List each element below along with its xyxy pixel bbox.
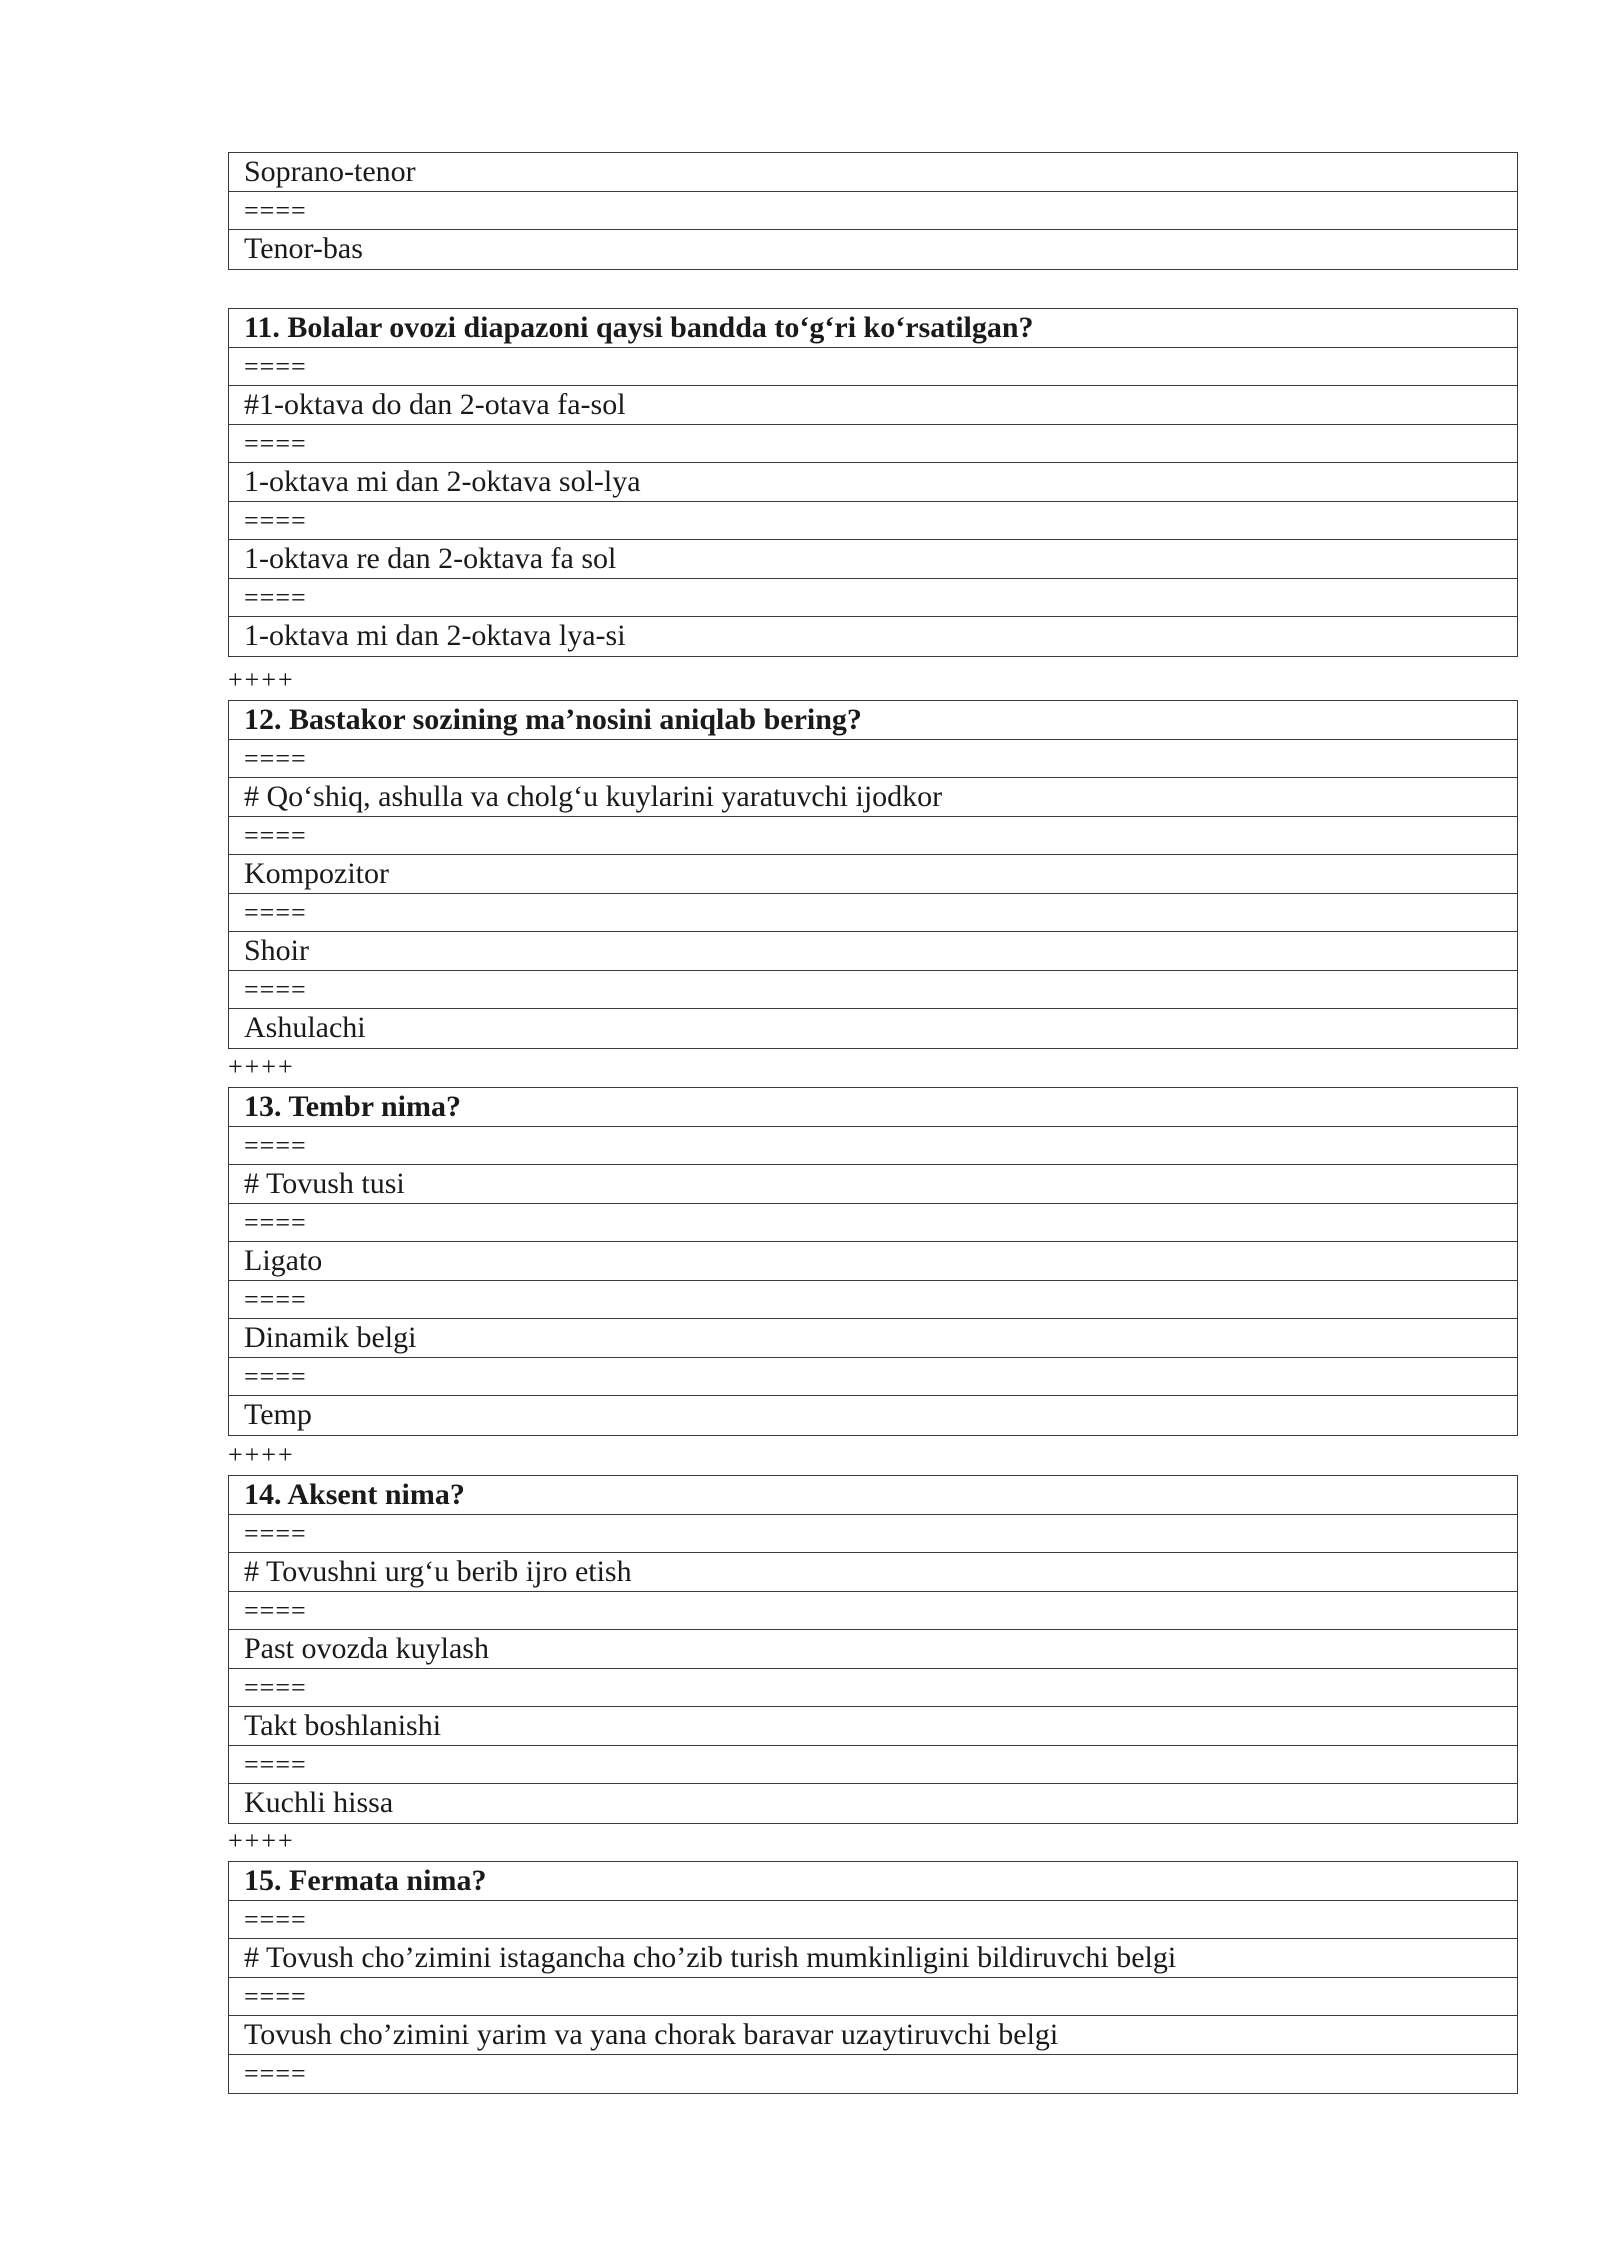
answer-option: Temp	[244, 1398, 312, 1431]
answer-option: 1-oktava mi dan 2-oktava lya-si	[244, 619, 626, 652]
separator-row: ====	[229, 579, 1517, 618]
question-title: 15. Fermata nima?	[229, 1862, 1517, 1901]
separator-row: ====	[229, 1358, 1517, 1397]
answer-option: Tenor-bas	[244, 232, 363, 265]
question-separator: ++++	[228, 1052, 295, 1081]
question-separator: ++++	[228, 1440, 295, 1469]
answer-option: Takt boshlanishi	[229, 1707, 1517, 1746]
separator-row: ====	[244, 2058, 307, 2088]
answer-option-correct: # Tovush cho’zimini istagancha cho’zib turish mumkinligini bildiruvchi belgi	[229, 1939, 1517, 1978]
separator-row: ====	[229, 1127, 1517, 1166]
answer-option: Kuchli hissa	[244, 1786, 394, 1819]
question-title: 12. Bastakor sozining ma’nosini aniqlab bering?	[229, 701, 1517, 740]
separator-row: ====	[229, 1204, 1517, 1243]
separator-row: ====	[229, 1281, 1517, 1320]
separator-row: ====	[229, 971, 1517, 1010]
question-title: 13. Tembr nima?	[229, 1088, 1517, 1127]
answer-option: Ashulachi	[244, 1011, 366, 1044]
question-block-12	[228, 700, 1518, 1049]
separator-row: ====	[229, 1978, 1517, 2017]
answer-option-correct: # Qo‘shiq, ashulla va cholg‘u kuylarini yaratuvchi ijodkor	[229, 778, 1517, 817]
separator-row: ====	[229, 502, 1517, 541]
question-title: 11. Bolalar ovozi diapazoni qaysi bandda to‘g‘ri ko‘rsatilgan?	[229, 309, 1517, 348]
separator-row: ====	[229, 192, 1517, 231]
separator-row: ====	[229, 894, 1517, 933]
separator-row: ====	[229, 425, 1517, 464]
answer-option: 1-oktava mi dan 2-oktava sol-lya	[229, 463, 1517, 502]
separator-row: ====	[229, 1669, 1517, 1708]
answer-option-correct: # Tovushni urg‘u berib ijro etish	[229, 1553, 1517, 1592]
answer-option-correct: #1-oktava do dan 2-otava fa-sol	[229, 386, 1517, 425]
answer-option: Soprano-tenor	[229, 153, 1517, 192]
question-title: 14. Aksent nima?	[229, 1476, 1517, 1515]
separator-row: ====	[229, 1515, 1517, 1554]
answer-option: Past ovozda kuylash	[229, 1630, 1517, 1669]
question-block-11	[228, 308, 1518, 657]
answer-option: Kompozitor	[229, 855, 1517, 894]
separator-row: ====	[229, 1592, 1517, 1631]
answer-option: Tovush cho’zimini yarim va yana chorak baravar uzaytiruvchi belgi	[229, 2016, 1517, 2055]
question-block-14	[228, 1475, 1518, 1824]
question-separator: ++++	[228, 1826, 295, 1855]
separator-row: ====	[229, 348, 1517, 387]
answer-block-fragment	[228, 152, 1518, 270]
separator-row: ====	[229, 1901, 1517, 1940]
question-separator: ++++	[228, 665, 295, 694]
question-block-15	[228, 1861, 1518, 2094]
separator-row: ====	[229, 817, 1517, 856]
separator-row: ====	[229, 1746, 1517, 1785]
answer-option: Ligato	[229, 1242, 1517, 1281]
answer-option: 1-oktava re dan 2-oktava fa sol	[229, 540, 1517, 579]
answer-option: Dinamik belgi	[229, 1319, 1517, 1358]
answer-option: Shoir	[229, 932, 1517, 971]
question-block-13	[228, 1087, 1518, 1436]
answer-option-correct: # Tovush tusi	[229, 1165, 1517, 1204]
separator-row: ====	[229, 740, 1517, 779]
